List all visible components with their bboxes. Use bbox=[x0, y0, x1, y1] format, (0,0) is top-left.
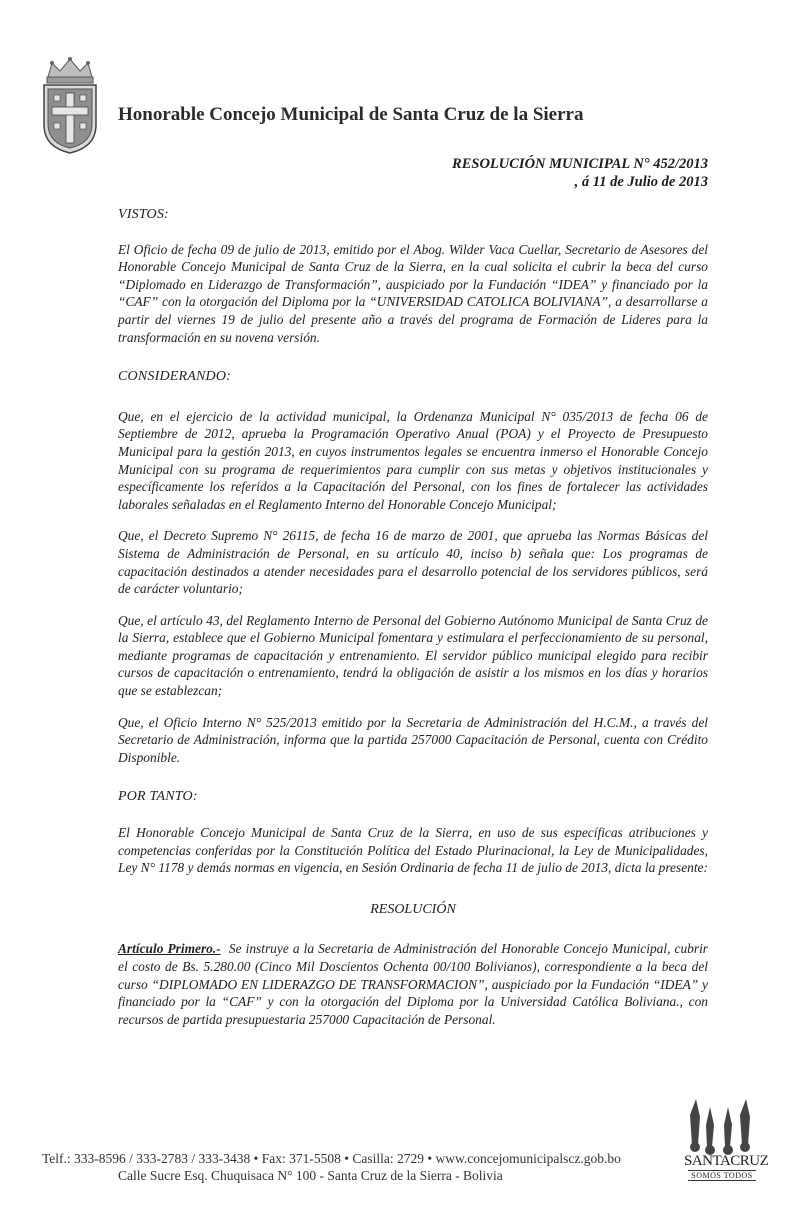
resolution-header bbox=[452, 155, 708, 191]
considerando-paragraph-3: Que, el artículo 43, del Reglamento Interno de Personal del Gobierno Autónomo Municipal de Santa Cruz de la Sierra, establece que el Gobierno Municipal fomentara y estimulara el perfeccionamiento de su personal, mediante programas de capacitación y entrenamiento. El servidor público municipal elegido para recibir cursos de capacitación o entrenamiento, tendrá la obligación de asistir a los mismos en los días y horarios que se establezcan; bbox=[118, 612, 708, 699]
considerando-paragraph-4: Que, el Oficio Interno N° 525/2013 emitido por la Secretaria de Administración del H.C.M., a través del Secretario de Administración, informa que la partida 257000 Capacitación de Personal, cuenta con Crédito Disponible. bbox=[118, 714, 708, 765]
considerando-heading: CONSIDERANDO: bbox=[118, 369, 232, 385]
coat-of-arms-icon bbox=[38, 55, 102, 155]
institution-name: Honorable Concejo Municipal de Santa Cruz de la Sierra bbox=[118, 104, 584, 125]
santa-cruz-brand: SANTACRUZ bbox=[684, 1153, 769, 1169]
considerando-paragraph-2: Que, el Decreto Supremo N° 26115, de fecha 16 de marzo de 2001, que aprueba las Normas Básicas del Sistema de Administración de Personal, en su artículo 40, inciso b) señala que: Los programas de capacitación destinados a atender necesidades para el desarrollo potencial de los servidores públicos, será de carácter voluntario; bbox=[118, 528, 708, 597]
considerando-paragraph-1: Que, en el ejercicio de la actividad municipal, la Ordenanza Municipal N° 035/2013 de fecha 06 de Septiembre de 2012, aprueba la Programación Operativo Anual (POA) y el Proyecto de Presupuesto Municipal para la gestión 2013, en cuyos instrumentos legales se encuentra inmerso el Honorable Concejo Municipal con su programa de requerimientos para cumplir con sus metas y objetivos institucionales y específicamente los referidos a la Capacitación del Personal, con los fines de fortalecer las actividades laborales señaladas en el Reglamento Interno del Honorable Concejo Municipal; bbox=[118, 408, 708, 512]
santa-cruz-slogan: SOMOS TODOS bbox=[688, 1170, 756, 1181]
por-tanto-heading: POR TANTO: bbox=[118, 789, 198, 805]
footer bbox=[42, 1150, 621, 1184]
footer-address: Calle Sucre Esq. Chuquisaca N° 100 - Santa Cruz de la Sierra - Bolivia bbox=[118, 1168, 503, 1183]
vistos-heading: VISTOS: bbox=[118, 207, 169, 222]
resolucion-heading: RESOLUCIÓN bbox=[370, 901, 456, 917]
document-body bbox=[118, 206, 708, 1028]
por-tanto-paragraph: El Honorable Concejo Municipal de Santa Cruz de la Sierra, en uso de sus específicas atribuciones y competencias conferidas por la Constitución Política del Estado Plurinacional, la Ley de Municipalidades, Ley N° 1178 y demás normas en vigencia, en Sesión Ordinaria de fecha 11 de julio de 2013, dicta la presente: bbox=[118, 825, 708, 876]
article-first-title: Artículo Primero.- bbox=[118, 941, 221, 957]
article-first bbox=[118, 940, 708, 1028]
resolution-date: , á 11 de Julio de 2013 bbox=[574, 174, 708, 190]
resolution-number: RESOLUCIÓN MUNICIPAL N° 452/2013 bbox=[452, 156, 708, 172]
article-first-text: Se instruye a la Secretaria de Administración del Honorable Concejo Municipal, cubrir el costo de Bs. 5.280.00 (Cinco Mil Doscientos Ochenta 00/100 Bolivianos), correspondiente a la beca del curso “DIPLOMADO EN LIDERAZGO DE TRANSFORMACION”, auspiciado por la Fundación “IDEA” y financiado por la “CAF” y con la otorgación del Diploma por la Universidad Católica Boliviana., con recursos de partida presupuestaria 257000 Capacitación de Personal. bbox=[118, 941, 709, 1027]
footer-contact: Telf.: 333-8596 / 333-2783 / 333-3438 • Fax: 371-5508 • Casilla: 2729 • www.concejomunicipalscz.gob.bo bbox=[42, 1151, 621, 1166]
vistos-paragraph: El Oficio de fecha 09 de julio de 2013, emitido por el Abog. Wilder Vaca Cuellar, Secretario de Asesores del Honorable Concejo Municipal de Santa Cruz de la Sierra, en la cual solicita el cubrir la beca del curso “Diplomado en Liderazgo de Transformación”, auspiciado por la Fundación “IDEA” y financiado por la “CAF” con la otorgación del Diploma por la “UNIVERSIDAD CATOLICA BOLIVIANA”, a desarrollarse a partir del viernes 19 de julio del presente año a través del programa de Formación de Lideres para la transformación en su novena versión. bbox=[118, 241, 708, 345]
